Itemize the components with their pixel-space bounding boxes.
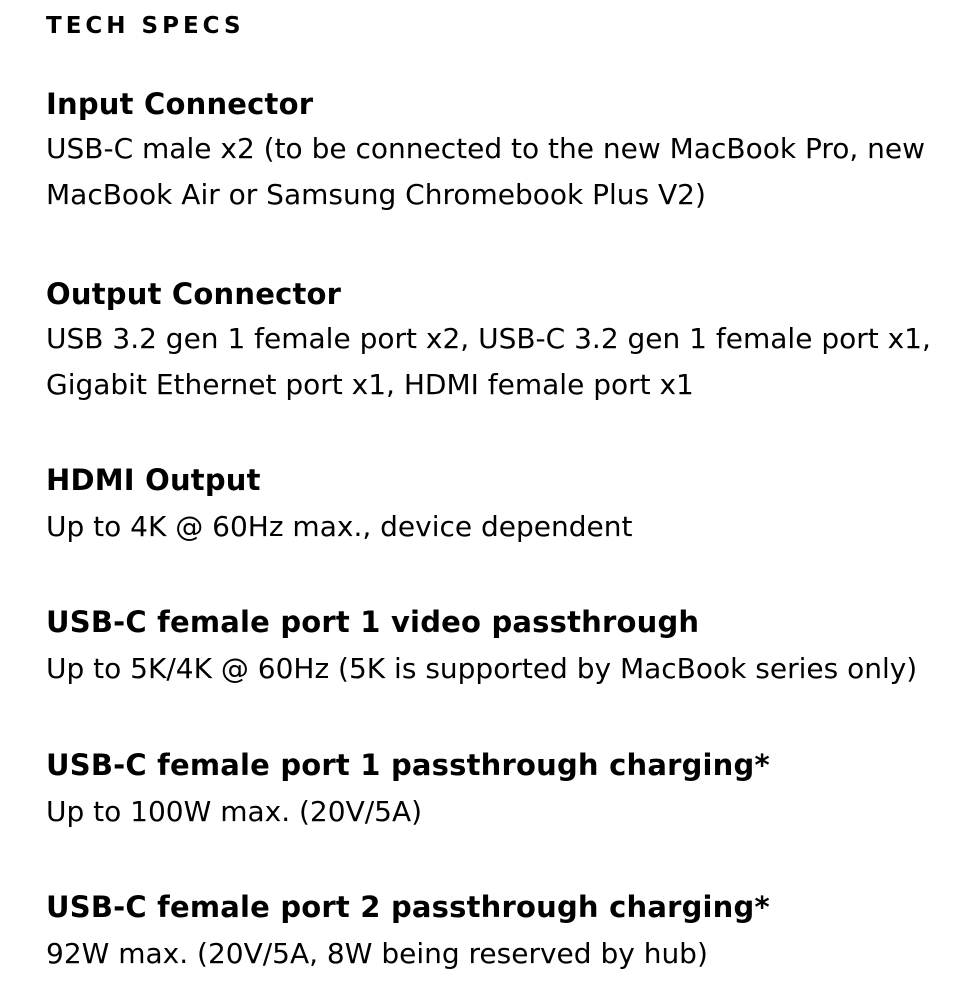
tech-specs-page xyxy=(46,0,946,970)
spec-title: Output Connector xyxy=(46,277,342,311)
spec-title: HDMI Output xyxy=(46,463,261,497)
spec-item-video-passthrough xyxy=(46,604,946,692)
spec-title: USB-C female port 1 passthrough charging* xyxy=(46,748,770,782)
spec-item-input-connector xyxy=(46,86,946,218)
spec-item-output-connector xyxy=(46,276,946,408)
spec-value: Up to 4K @ 60Hz max., device dependent xyxy=(46,510,633,543)
spec-value: Up to 100W max. (20V/5A) xyxy=(46,795,423,828)
spec-item-hdmi-output xyxy=(46,462,946,550)
spec-title: Input Connector xyxy=(46,87,314,121)
spec-value: USB 3.2 gen 1 female port x2, USB-C 3.2 gen 1 female port x1, Gigabit Ethernet port x1, HDMI female port x1 xyxy=(46,322,931,401)
spec-value: Up to 5K/4K @ 60Hz (5K is supported by MacBook series only) xyxy=(46,652,918,685)
spec-value: USB-C male x2 (to be connected to the new MacBook Pro, new MacBook Air or Samsung Chromebook Plus V2) xyxy=(46,132,926,211)
spec-item-port1-charging xyxy=(46,747,946,835)
spec-title: USB-C female port 1 video passthrough xyxy=(46,605,700,639)
spec-title: USB-C female port 2 passthrough charging* xyxy=(46,890,770,924)
spec-value: 92W max. (20V/5A, 8W being reserved by hub) xyxy=(46,937,708,970)
section-title: TECH SPECS xyxy=(46,13,245,39)
spec-item-port2-charging xyxy=(46,889,946,977)
